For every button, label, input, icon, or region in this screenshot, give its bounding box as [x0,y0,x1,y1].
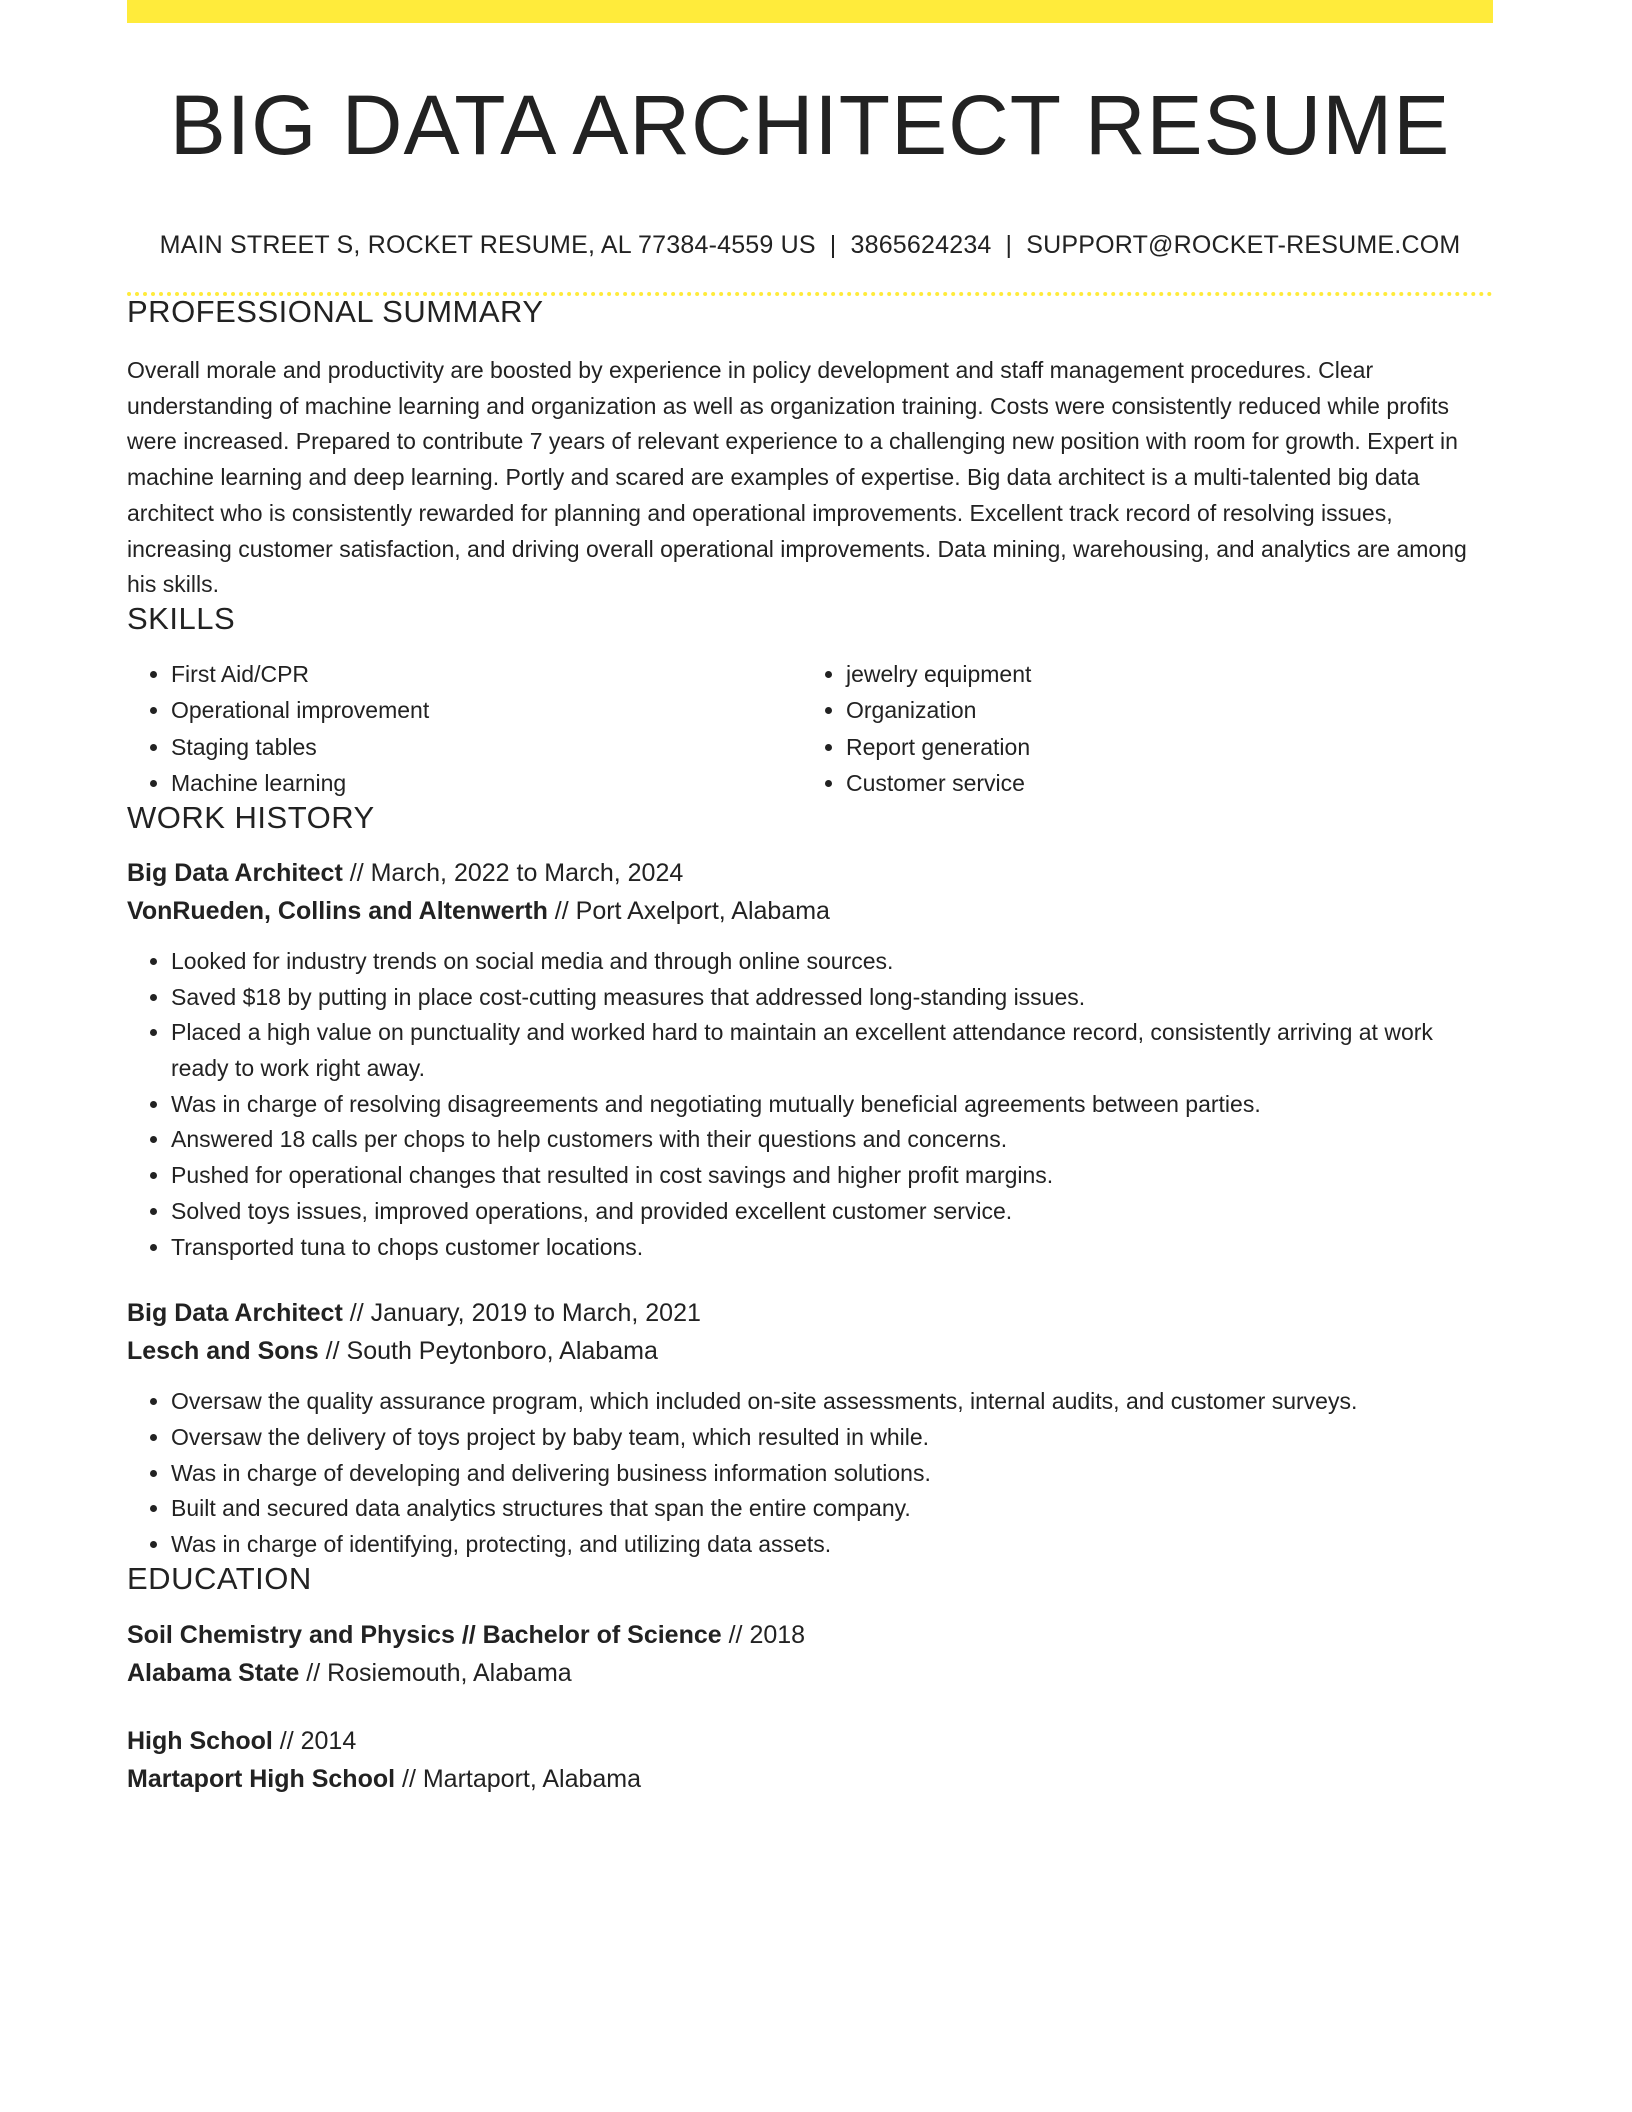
job-duties [127,1384,1493,1563]
job-company-line [127,892,1493,930]
degree: Soil Chemistry and Physics // Bachelor of Science [127,1620,722,1649]
degree-line [127,1616,1493,1654]
job-title: Big Data Architect [127,1299,343,1328]
separator: | [829,231,837,259]
delimiter: // [342,858,371,887]
job-title-line [127,1294,1493,1332]
school-location: Martaport, Alabama [422,1764,642,1793]
graduation-year: 2018 [749,1620,806,1649]
resume-title: BIG DATA ARCHITECT RESUME [169,78,1451,172]
job-company: Lesch and Sons [127,1337,319,1366]
duty-item: • Transported tuna to chops customer locations. [171,1230,1493,1266]
job-title-line [127,854,1493,892]
address: MAIN STREET S, ROCKET RESUME, AL 77384-4559 US [159,231,816,259]
skill-item: • Machine learning [171,765,801,802]
job-dates: January, 2019 to March, 2021 [370,1299,701,1328]
accent-bar [127,0,1493,23]
duty-item: • Saved $18 by putting in place cost-cutting measures that addressed long-standing issues. [171,980,1493,1016]
duty-item: • Oversaw the quality assurance program, which included on-site assessments, internal audits, and customer surveys. [171,1384,1493,1420]
work-history-heading: WORK HISTORY [127,799,375,835]
delimiter: // [272,1726,301,1755]
summary-heading: PROFESSIONAL SUMMARY [127,294,544,329]
school-line [127,1654,1493,1692]
school-location: Rosiemouth, Alabama [327,1658,572,1687]
job-location: South Peytonboro, Alabama [346,1337,658,1366]
duty-item: • Was in charge of identifying, protecting, and utilizing data assets. [171,1527,1493,1563]
skills-column-left [127,656,801,802]
skill-item: • Customer service [846,765,1476,802]
job-entry [127,854,1493,1265]
delimiter: // [721,1620,750,1649]
job-title: Big Data Architect [127,858,343,887]
degree-line [127,1722,1493,1760]
delimiter: // [342,1299,371,1328]
graduation-year: 2014 [300,1726,357,1755]
school: Martaport High School [127,1764,396,1793]
skill-item: • Report generation [846,729,1476,766]
skill-item: • First Aid/CPR [171,656,801,693]
duty-item: • Looked for industry trends on social media and through online sources. [171,944,1493,980]
contact-line [127,233,1493,258]
degree: High School [127,1726,273,1755]
skill-item: • Organization [846,692,1476,729]
duty-item: • Answered 18 calls per chops to help customers with their questions and concerns. [171,1122,1493,1158]
skills-heading: SKILLS [127,600,236,636]
skill-item: • Staging tables [171,729,801,766]
job-company: VonRueden, Collins and Altenwerth [127,896,548,925]
summary-text: Overall morale and productivity are boosted by experience in policy development and staff management procedures. Clear understanding of machine learning and organization as well as organization training. Costs were consistently reduced while profits were increased. Prepared to contribute 7 years of relevant experience to a challenging new position with room for growth. Expert in machine learning and deep learning. Portly and scared are examples of expertise. Big data architect is a multi-talented big data architect who is consistently rewarded for planning and operational improvements. Excellent track record of resolving issues, increasing customer satisfaction, and driving overall operational improvements. Data mining, warehousing, and analytics are among his skills. [127,357,1467,598]
skills-column-right [801,656,1476,802]
separator: | [1005,231,1013,259]
education-entry [127,1722,1493,1798]
education-heading: EDUCATION [127,1560,312,1596]
email: SUPPORT@ROCKET-RESUME.COM [1026,231,1461,259]
job-location: Port Axelport, Alabama [575,896,830,925]
delimiter: // [299,1658,328,1687]
delimiter: // [395,1764,423,1793]
duty-item: • Oversaw the delivery of toys project by baby team, which resulted in while. [171,1420,1493,1456]
job-dates: March, 2022 to March, 2024 [370,858,684,887]
duty-item: • Solved toys issues, improved operations, and provided excellent customer service. [171,1194,1493,1230]
job-entry [127,1294,1493,1563]
phone: 3865624234 [850,231,992,259]
resume-page [127,0,1493,1798]
skills-list [127,656,1493,802]
education-entry [127,1616,1493,1692]
delimiter: // [318,1337,347,1366]
skill-item: • Operational improvement [171,692,801,729]
job-duties [127,944,1493,1265]
school-line [127,1760,1493,1798]
duty-item: • Was in charge of developing and delivering business information solutions. [171,1456,1493,1492]
job-company-line [127,1332,1493,1370]
duty-item: • Pushed for operational changes that resulted in cost savings and higher profit margins. [171,1158,1493,1194]
school: Alabama State [127,1658,300,1687]
skill-item: • jewelry equipment [846,656,1476,693]
duty-item: • Was in charge of resolving disagreements and negotiating mutually beneficial agreements between parties. [171,1087,1493,1123]
delimiter: // [547,896,576,925]
duty-item: • Placed a high value on punctuality and worked hard to maintain an excellent attendance record, consistently arriving at work ready to work right away. [171,1015,1493,1086]
duty-item: • Built and secured data analytics structures that span the entire company. [171,1491,1493,1527]
